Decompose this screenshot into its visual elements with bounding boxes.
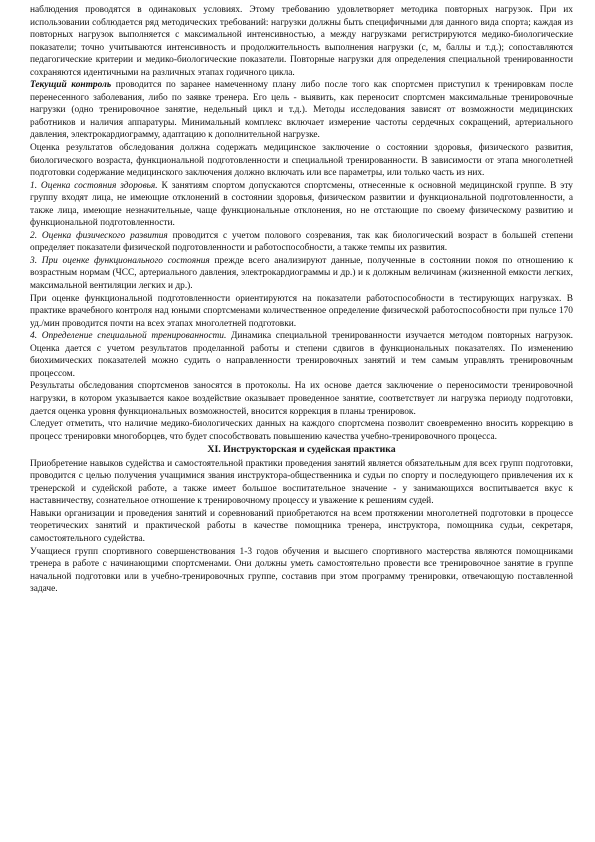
paragraph-organization-skills: [30, 508, 573, 546]
paragraph-lead-term: 2. Оценка физического развития: [30, 230, 168, 241]
paragraph-methods: [30, 4, 573, 79]
paragraph-lead-term: Текущий контроль: [30, 80, 112, 91]
paragraph-refereeing-skills: [30, 458, 573, 508]
paragraph-text: проводится с учетом полового созревания, так как биологический возраст в большей степени определяет показатели физической подготовленности и работоспособности, а также темпы их развития.: [30, 230, 573, 254]
paragraph-health: [30, 180, 573, 230]
paragraph-text: наблюдения проводятся в одинаковых условиях. Этому требованию удовлетворяет методика повторных нагрузок. При их использовании соблюдается ряд методических требований: нагрузки должны быть специфичными для данного вида спорта; каждая из повторных нагрузок выполняется с максимальной интенсивностью, а между нагрузками регистрируются медико-биологические показатели; точно учитываются интенсивность и продолжительность выполнения нагрузки (с, м, баллы и т.д.); сопоставляются педагогические критерии и медико-биологические показатели. Повторные нагрузки для определения специальной тренированности сохраняются идентичными на различных этапах годичного цикла.: [30, 5, 573, 78]
paragraph-functional-state: [30, 255, 573, 293]
paragraph-text: Учащиеся групп спортивного совершенствования 1-3 годов обучения и высшего спортивного мастерства являются помощниками тренера в работе с начинающими спортсменами. Они должны уметь самостоятельно провести все тренировочное занятие в группе начальной подготовки или в учебно-тренировочных группе, составив при этом программу тренировки, отвечающую поставленной задаче.: [30, 546, 573, 595]
paragraph-text: Результаты обследования спортсменов заносятся в протоколы. На их основе дается заключение о переносимости тренировочной нагрузки, в котором указывается какое воздействие оказывает проведенное занятие, соответствует ли нагрузка периоду подготовки, дается оценка уровня функциональных возможностей, вносится коррекция в планы тренировок.: [30, 381, 573, 417]
paragraph-text: При оценке функциональной подготовленности ориентируются на показатели работоспособности в тестирующих нагрузках. В практике врачебного контроля над юными спортсменами количественное определение физической работоспособности при пульсе 170 уд./мин проводится почти на всех этапах многолетней подготовки.: [30, 293, 573, 329]
paragraph-current-control: [30, 79, 573, 142]
paragraph-text: Приобретение навыков судейства и самостоятельной практики проведения занятий является обязательным для всех групп подготовки, проводится с целью получения учащимися звания инструктора-общественника и судьи по спорту и последующего привлечения их к тренерской и судейской работе, а также имеет большое воспитательное значение - у занимающихся воспитывается вкус к наставничеству, сознательное отношение к тренировочному процессу и уважение к решениям судей.: [30, 458, 573, 507]
paragraph-evaluation: [30, 142, 573, 180]
paragraph-text: проводится по заранее намеченному плану либо после того как спортсмен приступил к тренировкам после перенесенного заболевания, либо по заявке тренера. Его цель - выявить, как переносит спортсмен максимальные тренировочные нагрузки (одно тренировочное занятие, недельный цикл и т.д.). Методы исследования зависят от возможности медицинских работников и наличия аппаратуры. Минимальный комплекс включает измерение частоты сердечных сокращений, артериального давления, электрокардиограмму, адаптацию к дополнительной нагрузке.: [30, 80, 573, 141]
paragraph-text: Навыки организации и проведения занятий и соревнований приобретаются на всем протяжении многолетней подготовки в процессе теоретических занятий и практической работы в качестве помощника тренера, инструктора, помощника судьи, секретаря, самостоятельного судейства.: [30, 508, 573, 544]
paragraph-lead-term: 3. При оценке функционального состояния: [30, 255, 210, 266]
paragraph-conclusion: [30, 418, 573, 443]
section-heading: XI. Инструкторская и судейская практика: [207, 444, 396, 456]
paragraph-special-training: [30, 330, 573, 380]
paragraph-functional-preparedness: [30, 293, 573, 331]
paragraph-assistants: [30, 546, 573, 596]
paragraph-lead-term: 1. Оценка состояния здоровья.: [30, 180, 158, 191]
paragraph-physical-development: [30, 230, 573, 255]
paragraph-lead-term: 4. Определение специальной тренированности.: [30, 331, 227, 342]
paragraph-text: Следует отметить, что наличие медико-биологических данных на каждого спортсмена позволит своевременно вносить коррекцию в процесс тренировки многоборцев, что будет способствовать повышению качества учебно-тренировочного процесса.: [30, 419, 573, 442]
paragraph-text: К занятиям спортом допускаются спортсмены, отнесенные к основной медицинской группе. В эту группу входят лица, не имеющие отклонений в состоянии здоровья, физическом развитии и функциональной подготовленности, а также лица, имеющие незначительные, чаще функциональные отклонения, но не отстающие по своему физическому развитию и функциональной подготовленности.: [30, 180, 573, 229]
paragraph-text: Динамика специальной тренированности изучается методом повторных нагрузок. Оценка дается с учетом результатов проделанной работы и степени сдвигов в функциональных показателях. По изменению биохимических показателей можно судить о направленности тренировочных занятий и тем самым управлять тренировочным процессом.: [30, 331, 573, 379]
paragraph-text: прежде всего анализируют данные, полученные в состоянии покоя по отношению к возрастным нормам (ЧСС, артериального давления, электрокардиограммы и др.) и к должным величинам (жизненной емкости легких, максимальной вентиляции легких и др.).: [30, 255, 573, 292]
paragraph-protocols: [30, 380, 573, 418]
paragraph-text: Оценка результатов обследования должна содержать медицинское заключение о состоянии здоровья, физического развития, биологического возраста, функциональной подготовленности и специальной тренированности. В зависимости от этапа многолетней подготовки содержание медицинского заключения должно включать или все параметры, или только часть из них.: [30, 143, 573, 179]
